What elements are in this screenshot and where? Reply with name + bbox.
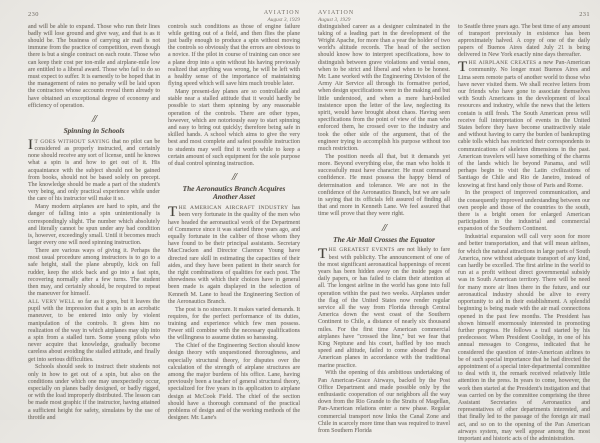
editorial-paragraph: With the opening of this ambitious undertaking of Pan American-Grace Airways, backed by the Post Office Department and made possible only by the enthusiastic cooperation of our neighbors all the way down from the Rio Grande to the Straits of Magellan, Pan-American relations enter a new phase. Regular commercial transport now links the Canal Zone and Chile in scarcely more time than was required to travel from Southern Florida [318,370,450,435]
editorial-paragraph: and will be able to expand. Those who run their lines badly will lose ground and give way, and that is as it should be. The business of carrying air mail is not immune from the practice of competition, even though there is but a single contract on each route. Those who can keep their cost per ton-mile and airplane-mile low are entitled to a liberal award. Those who fail to do so must expect to suffer. It is earnestly to be hoped that in the management of rates no penalty will be laid upon the contractors whose accounts reveal them already to have obtained an exceptional degree of economy and efficiency of operation. [28,23,160,109]
page-header-left [28,10,300,24]
drop-cap: T [318,245,328,262]
left-page-column-2 [168,24,300,423]
lead-small-caps: HE GREATEST EVENTS [328,247,395,254]
editorial-paragraph-dropcap [318,247,450,369]
editorial-paragraph-dropcap [28,139,160,204]
page-number: 230 [28,11,39,18]
page-left [0,10,306,420]
editorial-paragraph: distinguished career as a designer culminated in the taking of a leading part in the development of the Wright Apache, for more than a year the holder of two world's altitude records. The head of the section should know how to interpret specifications, how to distinguish between grave violations and venial ones, when to be strict and liberal and when to be honest. Mr. Lane worked with the Engineering Division of the Army Air Service all through its formative period, when design specifications were in the making and but little understood, and when a mere hard-boiled insistence upon the letter of the law, neglecting its spirit, would have brought about chaos. Having seen specifications from the point of view of the man who enforced them, he crossed over to the industry and took the other side of the argument, that of the engineer trying to accomplish his purpose without too much restriction. [318,23,450,153]
issue-date: August 3, 1929 [318,16,351,23]
right-page-columns [318,24,590,443]
editorial-paragraph: There are various ways of giving it. Perhaps the most usual procedure among instructors is to go to a safe height, stall the plane abruptly, kick on full rudder, keep the stick back and go into a fast spin, recovering normally after a few turns. The student then may, and certainly should, be required to repeat the maneuver for himself. [28,247,160,298]
journal-title: AVIATION [263,10,300,16]
editorial-paragraph [28,299,160,364]
divider-glyph: // [381,221,387,234]
section-divider-icon [168,172,300,182]
page-header-right [318,10,590,24]
paragraph-text: so far as it goes, but it leaves the pupil with the impression that a spin is an acrobatic maneuver, to be entered into only by violent manipulation of the controls. It gives him no realization of the way in which airplanes may slip into a spin from a stalled turn. Some young pilots who never acquire that knowledge, gradually become careless about avoiding the stalled attitude, and finally get into serious difficulties. [28,298,160,363]
page-right [306,10,600,442]
drop-cap: T [168,203,178,220]
paragraph-text: a new Pan-American community. No longer must Buenos Aires and Lima seem remote parts of another world to those who have never visited them. We shall receive letters from our friends who have gone to associate themselves with South Americans in the development of local resources and industry, while the news that the letters contain is still fresh. The South American press will receive full interpretation of events in the United States before they have become unattractively stale and without having to carry the burden of bankrupting cable tolls which has restricted their correspondents to communications of skeleton dimensions in the past. American travelers will have something of the charms of the lands which lie beyond Panama, and will perhaps begin to visit the Latin civilizations of Santiago de Chile and Rio de Janeiro, instead of knowing at first hand only those of Paris and Rome. [458,60,591,189]
running-head [264,10,300,24]
paragraph-text: that no pilot can be considered as properly instructed, and certainly none should receive any sort of license, until he knows what a spin is and how to get out of it. His acquaintance with the subject should not be gained from books, should not be based solely on precept. The knowledge should be made a part of the student's very being, and only practical experience while under the care of his instructor will make it so. [28,138,161,203]
drop-cap: T [458,58,468,75]
editorial-paragraph: controls such conditions as those of engine failure while getting out of a field, and then flies the plane just badly enough to produce a spin without moving the controls so obviously that the errors are obvious to a novice. If the pilot in course of training can once see a plane drop into a spin without his having previously realized that anything was wrong, he will be left with a healthy sense of the importance of maintaining flying speed which will save him much trouble later. [168,23,300,88]
editorial-paragraph: Schools should seek to instruct their students not only in how to get out of a spin, but also on the conditions under which one may unexpectedly occur, especially on planes badly designed, or badly rigged, or with the load improperly distributed. The lesson can be made most graphic if the instructor, having attained a sufficient height for safety, simulates by the use of throttle and [28,364,160,421]
journal-title: AVIATION [318,10,355,16]
lead-small-caps: HE AMERICAN AIRCRAFT INDUSTRY [178,205,289,212]
right-page-column-1 [318,24,450,443]
paragraph-text: has been very fortunate in the quality of the men who have headed the aeronautical work of the Department of Commerce since it was started three years ago, and equally fortunate in the caliber of those whom they have found to be their principal assistants. Secretary MacCracken and Director Clarence Young have directed rare skill in estimating the capacities of their aides, and they have been patient in their search for the right combinations of qualities for each post. The shrewdness with which their choices have in general been made is again displayed in the selection of Kenneth M. Lane to head the Engineering Section of the Aeronautics Branch. [168,205,300,305]
divider-glyph: // [231,171,237,184]
divider-glyph: // [91,113,97,126]
editorial-paragraph: Many present-day planes are so controllable and stable near a stalled attitude that it would hardly be possible to start them spinning by any reasonable operation of the controls. There are other types, however, which are notoriously easy to start spinning and easy to bring out quickly; therefore being safe in skilled hands. A school which aims to give the very best and most complete and safest possible instruction to students may well find it worth while to keep a certain amount of such equipment for the sole purpose of dual control spinning instruction. [168,89,300,168]
section-heading-spinning-in-schools: Spinning in Schools [63,126,125,136]
editorial-paragraph-dropcap [168,205,300,306]
editorial-paragraph: The position needs all that, but it demands yet more. Beyond everything else, the man who holds it successfully must have character. He must command confidence. He must possess the happy blend of determination and tolerance. We are not in the confidence of the Aeronautics Branch, but we are safe in saying that its officials felt assured of finding all that and more in Kenneth Lane. We feel assured that time will prove that they were right. [318,153,450,218]
editorial-paragraph: to Seattle three years ago. The best time of any amount of transport previously in existence has been approximately halved. A copy of one of the daily papers of Buenos Aires dated July 21 is being delivered in New York exactly nine days thereafter. [458,23,591,59]
lead-small-caps: T GOES WITHOUT SAYING [34,138,110,145]
section-heading-air-mail-equator: The Air Mail Crosses the Equator [333,234,435,244]
section-divider-icon [28,114,160,124]
running-head [318,10,354,24]
lead-small-caps: HE AIRPLANE CREATES [468,60,537,67]
editorial-paragraph: Many modern airplanes are hard to spin, and the danger of falling into a spin unintentionally is correspondingly slight. The number which absolutely and literally cannot be spun under any bad condition is, however, exceedingly small. Until it becomes much larger every one will need spinning instruction. [28,204,160,247]
page-number: 231 [579,11,590,18]
left-page-column-1 [28,24,160,423]
editorial-paragraph: Industrial expansion will call very soon for more and better transportation, and that will mean airlines, for which the natural attractions in large parts of South America, now without adequate transport of any kind, can hardly be excelled. The first airline in the world to run at a profit without direct governmental subsidy was in South American territory. There will be need for many more air lines there in the future, and our aeronautical industry should be alive to every opportunity to aid in their establishment. A splendid beginning is being made with the air mail connections opened in the past few months. The President has shown himself enormously interested in promoting further progress. He follows a trail started by his predecessor. When President Coolidge, in one of his annual messages to Congress, indicated that he considered the question of inter-American airlines to be of such special importance that he had directed the appointment of a special inter-departmental committee to deal with it, the remark received relatively little attention in the press. In years to come, however, the work then started at the President's instigation and that was carried on by the committee comprising the three Assistant Secretaries of Aeronautics and representatives of other departments interested, and that finally led to the passage of the foreign air mail act, and so on to the opening of the Pan American airways system, may well appear among the most important and historic acts of the administration. [458,234,590,442]
issue-date: August 3, 1929 [267,16,300,23]
right-page-column-2 [458,24,590,443]
editorial-paragraph: The Chief of the Engineering Section should know design theory with unquestioned thoroughness, and especially structural theory, for disputes over the calculation of the strength of airplane structures are among the major burdens of his office. Lane, having previously been a teacher of general structural theory, specialized for five years in its application to airplane design at McCook Field. The chief of the section should have a thorough command of the practical problems of design and of the working methods of the designer. Mr. Lane's [168,343,300,422]
section-heading-aeronautics-branch: The Aeronautics Branch Acquires Another Asset [182,184,286,202]
drop-cap: I [28,137,33,154]
editorial-paragraph-dropcap [458,60,590,190]
editorial-paragraph: In the prospect of improved communication, and the consequently improved understanding between our own people and those of the countries to the south, there is a bright omen for enlarged American participation in the industrial and commercial expansion of the Southern Continent. [458,190,590,233]
editorial-paragraph: The post is no sinecure. It makes varied demands. It requires, for the perfect performance of its duties, training and experience which few men possess. Fewer still combine with the necessary qualifications the willingness to assume duties so harassing. [168,306,300,342]
paragraph-text: are not likely to fare best with publicity. The announcement of one of the most significant aeronautical happenings of recent years has been hidden away on the inside pages of daily papers, or has failed to claim their attention at all. The longest airline in the world has gone into full operation within the past two weeks. Airplanes under the flag of the United States now render regular service all the way from Florida through Central America down the west coast of the Southern Continent to Chile, a distance of nearly six thousand miles. For the first time American commercial airplanes have "crossed the line," but we fear that King Neptune and his court, baffled by too much speed and altitude, failed to come aboard the Pan American planes in accordance with the traditional marine practice. [318,247,450,369]
lead-small-caps: ALL VERY WELL [28,298,76,305]
left-page-columns [28,24,300,423]
section-divider-icon [318,223,450,233]
